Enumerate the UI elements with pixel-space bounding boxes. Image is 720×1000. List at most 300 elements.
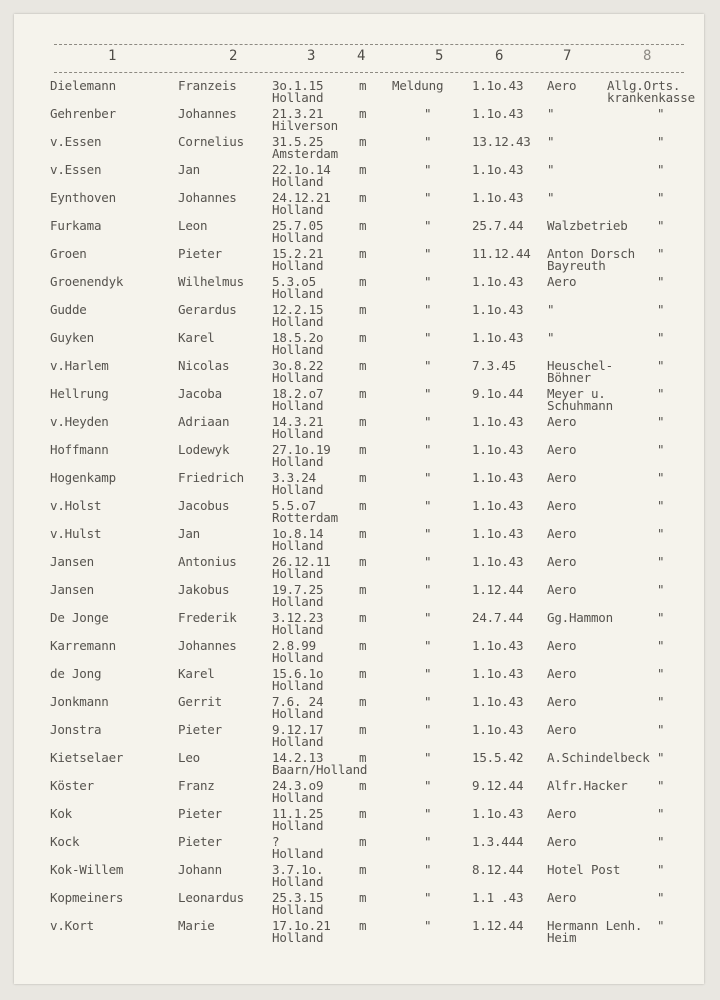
ledger-row (14, 302, 704, 330)
first-name: Johannes (178, 106, 237, 121)
first-name: Frederik (178, 610, 237, 625)
sex: m (359, 666, 367, 681)
surname: Furkama (50, 218, 102, 233)
ledger-row (14, 526, 704, 554)
first-name: Gerrit (178, 694, 222, 709)
ledger-row (14, 78, 704, 106)
surname: Jonstra (50, 722, 102, 737)
birth-date: 5.3.o5 (272, 274, 316, 289)
employer: Hotel Post (547, 862, 621, 877)
birth-place: Holland (272, 538, 324, 553)
sex: m (359, 582, 367, 597)
insurance: " (657, 554, 665, 569)
birth-place: Holland (272, 678, 324, 693)
birth-place: Rotterdam (272, 510, 338, 525)
entry-date: 1.3.444 (472, 834, 524, 849)
birth-place: Holland (272, 426, 324, 441)
registration-note: " (424, 218, 432, 233)
employer: Aero (547, 414, 577, 429)
birth-date: 7.6. 24 (272, 694, 324, 709)
registration-note: " (424, 386, 432, 401)
entry-date: 1.12.44 (472, 918, 524, 933)
surname: Karremann (50, 638, 116, 653)
birth-date: 12.2.15 (272, 302, 324, 317)
registration-note: " (424, 498, 432, 513)
first-name: Friedrich (178, 470, 244, 485)
ledger-row (14, 330, 704, 358)
employer: " (547, 134, 555, 149)
insurance: " (657, 806, 665, 821)
sex: m (359, 638, 367, 653)
sex: m (359, 554, 367, 569)
employer: A.Schindelbeck (547, 750, 650, 765)
registration-note: " (424, 722, 432, 737)
birth-place: Holland (272, 482, 324, 497)
ledger-row (14, 218, 704, 246)
header-rule (54, 72, 684, 73)
employer: Aero (547, 470, 577, 485)
birth-date: 15.2.21 (272, 246, 324, 261)
first-name: Jan (178, 162, 200, 177)
top-rule (54, 44, 684, 45)
registration-note: " (424, 554, 432, 569)
birth-place: Holland (272, 174, 324, 189)
registration-note: " (424, 694, 432, 709)
registration-note: " (424, 162, 432, 177)
sex: m (359, 918, 367, 933)
first-name: Jakobus (178, 582, 230, 597)
entry-date: 11.12.44 (472, 246, 531, 261)
insurance: " (657, 526, 665, 541)
surname: Guyken (50, 330, 94, 345)
birth-place: Holland (272, 370, 324, 385)
surname: Kok-Willem (50, 862, 124, 877)
sex: m (359, 190, 367, 205)
ledger-row (14, 442, 704, 470)
employer: Aero (547, 274, 577, 289)
sex: m (359, 834, 367, 849)
birth-place: Holland (272, 566, 324, 581)
birth-place: Holland (272, 790, 324, 805)
registration-note: " (424, 302, 432, 317)
surname: v.Harlem (50, 358, 109, 373)
registration-note: " (424, 918, 432, 933)
employer: Heuschel- (547, 358, 613, 373)
sex: m (359, 302, 367, 317)
insurance: " (657, 610, 665, 625)
birth-date: 3.7.1o. (272, 862, 324, 877)
surname: de Jong (50, 666, 102, 681)
insurance: " (657, 190, 665, 205)
insurance: " (657, 918, 665, 933)
insurance: " (657, 834, 665, 849)
first-name: Johann (178, 862, 222, 877)
ledger-row (14, 358, 704, 386)
ledger-row (14, 722, 704, 750)
birth-date: 5.5.o7 (272, 498, 316, 513)
birth-date: 2.8.99 (272, 638, 316, 653)
birth-date: 21.3.21 (272, 106, 324, 121)
employer: Aero (547, 666, 577, 681)
birth-place: Holland (272, 314, 324, 329)
birth-place: Holland (272, 930, 324, 945)
insurance: " (657, 358, 665, 373)
first-name: Karel (178, 666, 215, 681)
entry-date: 1.1o.43 (472, 638, 524, 653)
birth-place: Amsterdam (272, 146, 338, 161)
sex: m (359, 890, 367, 905)
registration-note: " (424, 750, 432, 765)
sex: m (359, 218, 367, 233)
insurance: " (657, 442, 665, 457)
insurance: " (657, 694, 665, 709)
sex: m (359, 162, 367, 177)
employer-line-2: Schuhmann (547, 398, 613, 413)
insurance: " (657, 302, 665, 317)
registration-note: " (424, 246, 432, 261)
insurance: " (657, 666, 665, 681)
entry-date: 1.1o.43 (472, 806, 524, 821)
ledger-row (14, 666, 704, 694)
insurance: " (657, 778, 665, 793)
first-name: Leo (178, 750, 200, 765)
sex: m (359, 358, 367, 373)
entry-date: 1.1o.43 (472, 526, 524, 541)
registration-note: " (424, 582, 432, 597)
employer: Gg.Hammon (547, 610, 613, 625)
ledger-row (14, 246, 704, 274)
registration-note: " (424, 470, 432, 485)
first-name: Franzeis (178, 78, 237, 93)
insurance: " (657, 162, 665, 177)
first-name: Lodewyk (178, 442, 230, 457)
employer: " (547, 190, 555, 205)
first-name: Nicolas (178, 358, 230, 373)
first-name: Cornelius (178, 134, 244, 149)
sex: m (359, 750, 367, 765)
first-name: Adriaan (178, 414, 230, 429)
sex: m (359, 274, 367, 289)
sex: m (359, 610, 367, 625)
employer: " (547, 302, 555, 317)
birth-place: Holland (272, 706, 324, 721)
surname: Eynthoven (50, 190, 116, 205)
entry-date: 15.5.42 (472, 750, 524, 765)
surname: Gudde (50, 302, 87, 317)
sex: m (359, 722, 367, 737)
column-number-5: 5 (435, 48, 444, 64)
employer: " (547, 330, 555, 345)
entry-date: 9.12.44 (472, 778, 524, 793)
birth-place: Holland (272, 650, 324, 665)
surname: Jansen (50, 582, 94, 597)
ledger-row (14, 162, 704, 190)
birth-place: Holland (272, 622, 324, 637)
ledger-row (14, 862, 704, 890)
entry-date: 13.12.43 (472, 134, 531, 149)
ledger-row (14, 554, 704, 582)
sex: m (359, 134, 367, 149)
birth-place: Holland (272, 818, 324, 833)
birth-place: Holland (272, 230, 324, 245)
sex: m (359, 778, 367, 793)
entry-date: 1.1o.43 (472, 302, 524, 317)
entry-date: 8.12.44 (472, 862, 524, 877)
ledger-row (14, 106, 704, 134)
entry-date: 1.12.44 (472, 582, 524, 597)
employer: Aero (547, 582, 577, 597)
registration-note: " (424, 274, 432, 289)
registration-note: " (424, 778, 432, 793)
employer: " (547, 162, 555, 177)
first-name: Jan (178, 526, 200, 541)
employer: Aero (547, 722, 577, 737)
employer: Hermann Lenh. (547, 918, 643, 933)
first-name: Leon (178, 218, 208, 233)
surname: v.Holst (50, 498, 102, 513)
ledger-row (14, 834, 704, 862)
surname: v.Essen (50, 162, 102, 177)
surname: De Jonge (50, 610, 109, 625)
surname: v.Heyden (50, 414, 109, 429)
surname: Jansen (50, 554, 94, 569)
surname: Kopmeiners (50, 890, 124, 905)
registration-note: " (424, 862, 432, 877)
ledger-row (14, 582, 704, 610)
surname: Dielemann (50, 78, 116, 93)
entry-date: 1.1o.43 (472, 470, 524, 485)
birth-place: Holland (272, 874, 324, 889)
surname: Köster (50, 778, 94, 793)
entry-date: 1.1o.43 (472, 414, 524, 429)
first-name: Jacoba (178, 386, 222, 401)
sex: m (359, 386, 367, 401)
birth-date: 24.3.o9 (272, 778, 324, 793)
surname: v.Essen (50, 134, 102, 149)
registration-note: " (424, 414, 432, 429)
insurance: " (657, 862, 665, 877)
surname: Groenendyk (50, 274, 124, 289)
ledger-row (14, 806, 704, 834)
entry-date: 24.7.44 (472, 610, 524, 625)
birth-date: ? (272, 834, 280, 849)
birth-place: Holland (272, 258, 324, 273)
birth-place: Holland (272, 454, 324, 469)
birth-date: 14.2.13 (272, 750, 324, 765)
employer: Alfr.Hacker (547, 778, 628, 793)
sex: m (359, 246, 367, 261)
insurance: " (657, 134, 665, 149)
birth-place: Holland (272, 286, 324, 301)
ledger-page (14, 14, 704, 984)
ledger-row (14, 386, 704, 414)
birth-date: 11.1.25 (272, 806, 324, 821)
sex: m (359, 106, 367, 121)
first-name: Johannes (178, 638, 237, 653)
entry-date: 1.1o.43 (472, 498, 524, 513)
registration-note: " (424, 610, 432, 625)
birth-date: 18.2.o7 (272, 386, 324, 401)
employer: " (547, 106, 555, 121)
first-name: Leonardus (178, 890, 244, 905)
sex: m (359, 862, 367, 877)
ledger-row (14, 638, 704, 666)
birth-date: 3.3.24 (272, 470, 316, 485)
ledger-row (14, 694, 704, 722)
insurance: " (657, 582, 665, 597)
birth-date: 3o.8.22 (272, 358, 324, 373)
first-name: Wilhelmus (178, 274, 244, 289)
birth-place: Holland (272, 202, 324, 217)
entry-date: 25.7.44 (472, 218, 524, 233)
registration-note: " (424, 106, 432, 121)
entry-date: 1.1o.43 (472, 78, 524, 93)
birth-date: 17.1o.21 (272, 918, 331, 933)
sex: m (359, 526, 367, 541)
insurance: " (657, 246, 665, 261)
ledger-row (14, 134, 704, 162)
employer-line-2: Heim (547, 930, 577, 945)
insurance: " (657, 414, 665, 429)
surname: Hogenkamp (50, 470, 116, 485)
first-name: Jacobus (178, 498, 230, 513)
employer: Aero (547, 638, 577, 653)
birth-date: 22.1o.14 (272, 162, 331, 177)
ledger-row (14, 778, 704, 806)
entry-date: 1.1o.43 (472, 554, 524, 569)
entry-date: 1.1o.43 (472, 442, 524, 457)
birth-date: 9.12.17 (272, 722, 324, 737)
registration-note: " (424, 638, 432, 653)
insurance: " (657, 890, 665, 905)
birth-place: Holland (272, 594, 324, 609)
sex: m (359, 330, 367, 345)
employer: Aero (547, 554, 577, 569)
sex: m (359, 78, 367, 93)
birth-place: Holland (272, 342, 324, 357)
registration-note: " (424, 190, 432, 205)
ledger-row (14, 890, 704, 918)
insurance: " (657, 470, 665, 485)
first-name: Pieter (178, 834, 222, 849)
registration-note: " (424, 526, 432, 541)
birth-date: 14.3.21 (272, 414, 324, 429)
column-number-6: 6 (495, 48, 504, 64)
birth-place: Hilverson (272, 118, 338, 133)
surname: Kok (50, 806, 72, 821)
employer: Aero (547, 694, 577, 709)
insurance: " (657, 218, 665, 233)
employer: Aero (547, 498, 577, 513)
employer: Meyer u. (547, 386, 606, 401)
first-name: Marie (178, 918, 215, 933)
surname: Kock (50, 834, 80, 849)
ledger-row (14, 190, 704, 218)
insurance: Allg.Orts. (607, 78, 681, 93)
column-number-1: 1 (108, 48, 117, 64)
entry-date: 1.1o.43 (472, 722, 524, 737)
surname: v.Hulst (50, 526, 102, 541)
surname: Hellrung (50, 386, 109, 401)
employer: Walzbetrieb (547, 218, 628, 233)
sex: m (359, 470, 367, 485)
birth-date: 19.7.25 (272, 582, 324, 597)
column-number-8: 8 (643, 48, 652, 64)
employer-line-2: Bayreuth (547, 258, 606, 273)
insurance: " (657, 498, 665, 513)
surname: v.Kort (50, 918, 94, 933)
employer: Aero (547, 78, 577, 93)
surname: Gehrenber (50, 106, 116, 121)
employer: Aero (547, 890, 577, 905)
birth-date: 15.6.1o (272, 666, 324, 681)
entry-date: 1.1 .43 (472, 890, 524, 905)
entry-date: 1.1o.43 (472, 694, 524, 709)
registration-note: " (424, 890, 432, 905)
birth-date: 31.5.25 (272, 134, 324, 149)
registration-note: " (424, 358, 432, 373)
column-number-2: 2 (229, 48, 238, 64)
insurance: " (657, 638, 665, 653)
ledger-row (14, 750, 704, 778)
entry-date: 1.1o.43 (472, 274, 524, 289)
first-name: Franz (178, 778, 215, 793)
entry-date: 1.1o.43 (472, 666, 524, 681)
birth-place: Holland (272, 846, 324, 861)
first-name: Pieter (178, 806, 222, 821)
registration-note: " (424, 806, 432, 821)
birth-place: Holland (272, 90, 324, 105)
insurance-line-2: krankenkasse (607, 90, 695, 105)
birth-date: 3o.1.15 (272, 78, 324, 93)
birth-place: Baarn/Holland (272, 762, 368, 777)
registration-note: " (424, 442, 432, 457)
entry-date: 1.1o.43 (472, 190, 524, 205)
first-name: Johannes (178, 190, 237, 205)
insurance: " (657, 750, 665, 765)
birth-date: 3.12.23 (272, 610, 324, 625)
employer: Aero (547, 834, 577, 849)
insurance: " (657, 274, 665, 289)
registration-note: " (424, 834, 432, 849)
sex: m (359, 442, 367, 457)
birth-place: Holland (272, 734, 324, 749)
surname: Hoffmann (50, 442, 109, 457)
ledger-row (14, 610, 704, 638)
employer: Aero (547, 806, 577, 821)
sex: m (359, 414, 367, 429)
insurance: " (657, 106, 665, 121)
birth-place: Holland (272, 398, 324, 413)
surname: Jonkmann (50, 694, 109, 709)
ledger-row (14, 414, 704, 442)
employer: Aero (547, 442, 577, 457)
first-name: Pieter (178, 246, 222, 261)
sex: m (359, 806, 367, 821)
birth-date: 18.5.2o (272, 330, 324, 345)
birth-date: 25.3.15 (272, 890, 324, 905)
insurance: " (657, 722, 665, 737)
first-name: Antonius (178, 554, 237, 569)
column-number-7: 7 (563, 48, 572, 64)
first-name: Karel (178, 330, 215, 345)
sex: m (359, 498, 367, 513)
entry-date: 1.1o.43 (472, 162, 524, 177)
entry-date: 1.1o.43 (472, 330, 524, 345)
sex: m (359, 694, 367, 709)
registration-note: Meldung (392, 78, 444, 93)
birth-date: 1o.8.14 (272, 526, 324, 541)
